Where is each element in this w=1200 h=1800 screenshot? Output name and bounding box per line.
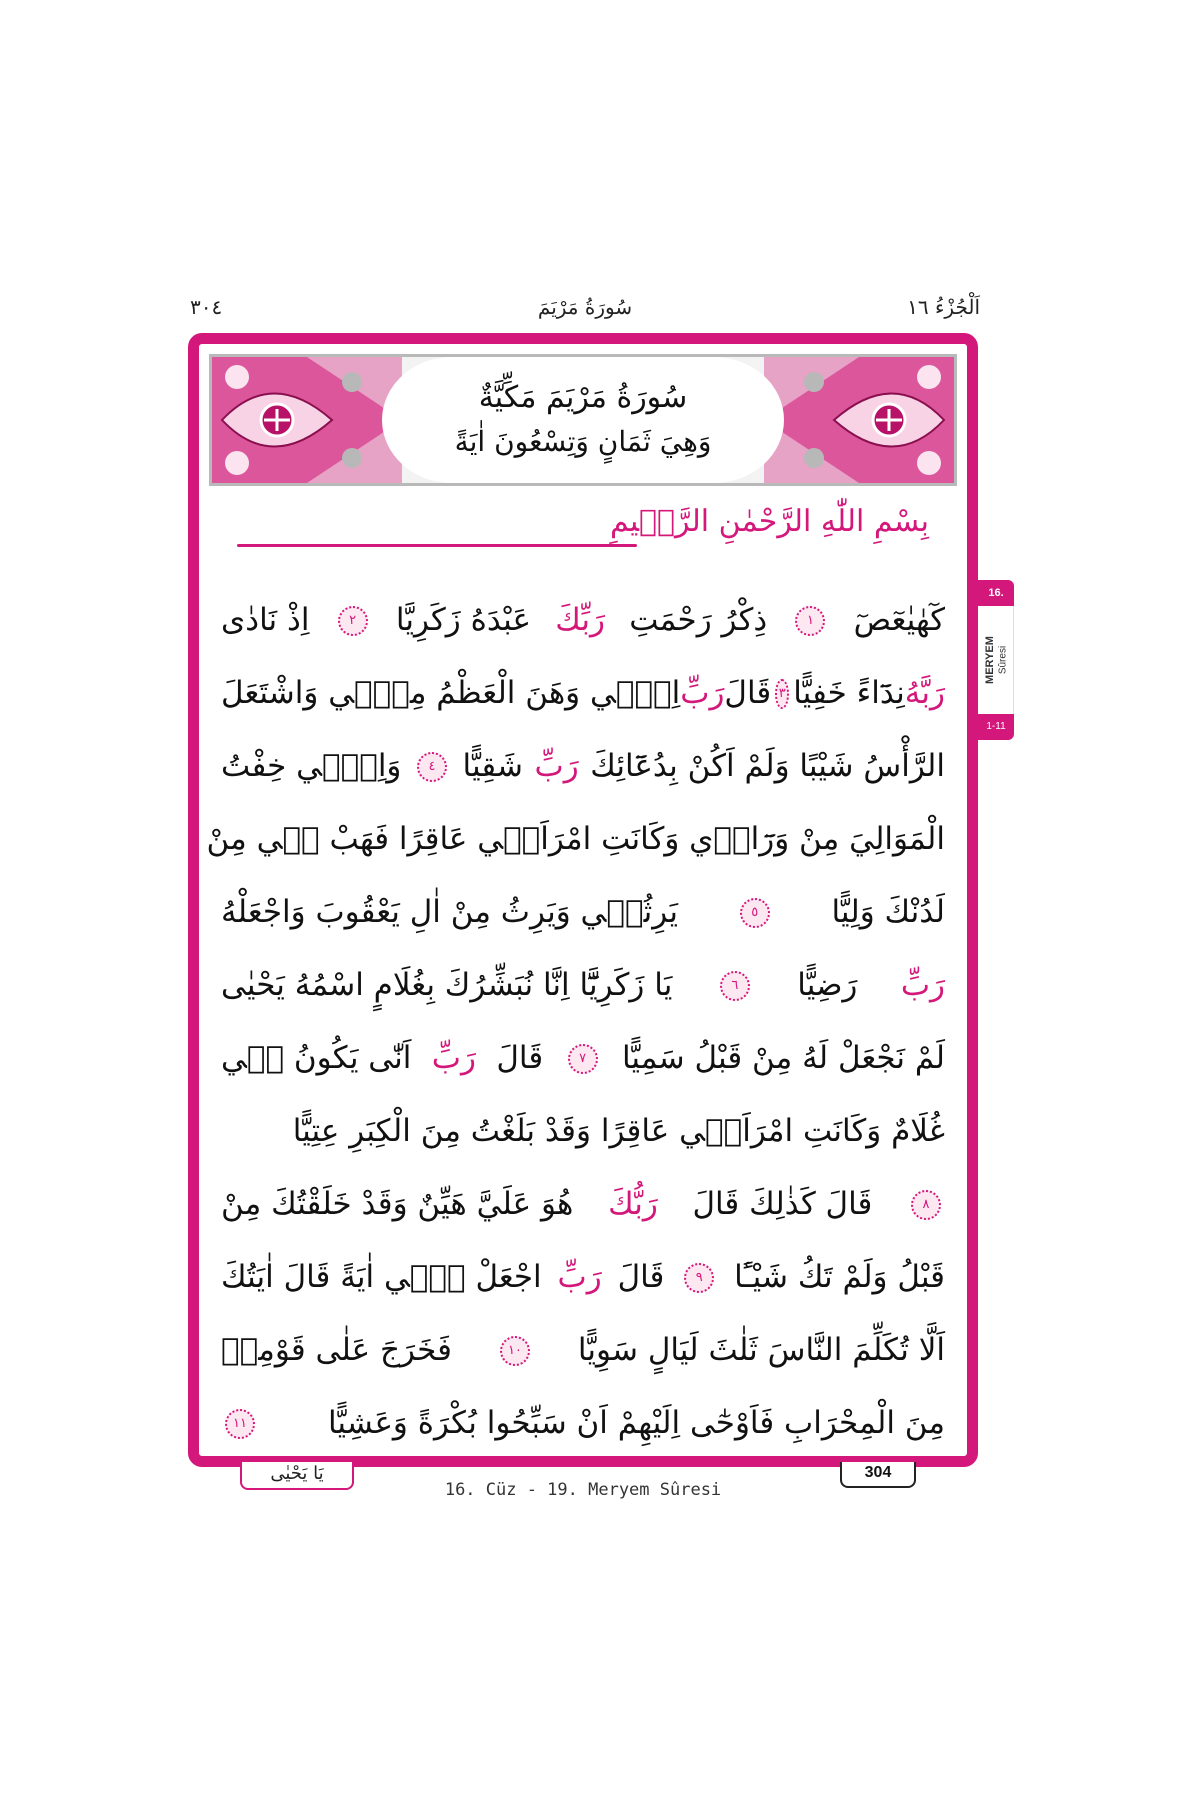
page-footer	[188, 1462, 978, 1510]
ayah-number-marker: ٤	[417, 752, 447, 782]
sura-verse-count: وَهِيَ ثَمَانٍ وَتِسْعُونَ اٰيَةً	[454, 425, 712, 458]
verse-text: مِنَ الْمِحْرَابِ فَاَوْحٰٓى اِلَيْهِمْ اَنْ سَبِّحُوا بُكْرَةً وَعَشِيًّا	[327, 1405, 945, 1441]
highlighted-word: رَبُّكَ	[608, 1186, 658, 1222]
page-frame	[188, 333, 978, 1467]
verse-text: غُلَامٌ وَكَانَتِ امْرَاَت۪ي عَاقِرًا وَقَدْ بَلَغْتُ مِنَ الْكِبَرِ عِتِيًّا	[292, 1113, 945, 1149]
ayah-number-marker: ١٠	[500, 1336, 530, 1366]
verse-text: اِذْ نَادٰى	[221, 602, 310, 638]
side-index-tab[interactable]	[978, 580, 1014, 740]
basmala	[229, 504, 937, 574]
verse-line	[221, 949, 945, 1022]
verse-text: اِنّ۪ي وَهَنَ الْعَظْمُ مِنّ۪ي وَاشْتَعَلَ	[221, 675, 681, 711]
highlighted-word: رَبِّكَ	[555, 602, 605, 638]
ayah-number-marker: ٧	[568, 1044, 598, 1074]
highlighted-word: رَبِّ	[680, 675, 725, 711]
arabic-page-number: ٣٠٤	[190, 295, 223, 319]
verse-text: وَاِنّ۪ي خِفْتُ	[221, 748, 402, 784]
verse-line	[206, 803, 945, 876]
ayah-number-marker: ٦	[720, 971, 750, 1001]
verse-line	[221, 1168, 945, 1241]
ayah-number-marker: ١١	[225, 1409, 255, 1439]
highlighted-word: رَبِّ	[534, 748, 579, 784]
ornament-right-icon	[764, 357, 954, 483]
verse-line	[221, 876, 945, 949]
verse-text: اجْعَلْ ل۪ٓي اٰيَةً قَالَ اٰيَتُكَ	[221, 1259, 542, 1295]
verse-text: يَرِثُن۪ي وَيَرِثُ مِنْ اٰلِ يَعْقُوبَ وَاجْعَلْهُ	[221, 894, 678, 930]
sura-title-cartouche	[382, 357, 784, 483]
verse-text: شَقِيًّا	[462, 748, 523, 784]
verse-text: ذِكْرُ رَحْمَتِ	[629, 602, 768, 638]
verse-text: قَالَ	[496, 1040, 544, 1076]
juz-label: اَلْجُزْءُ ١٦	[907, 295, 980, 319]
verse-text: نِدَٓاءً خَفِيًّا	[793, 675, 905, 711]
verse-text: قَالَ	[724, 675, 772, 711]
side-tab-sura-name: MERYEM	[983, 636, 996, 684]
ayah-number-marker: ١	[795, 606, 825, 636]
page-number: 304	[840, 1462, 916, 1488]
verse-text: الرَّأْسُ شَيْبًا وَلَمْ اَكُنْ بِدُعَٓائِكَ	[590, 748, 945, 784]
verse-text: هُوَ عَلَيَّ هَيِّنٌ وَقَدْ خَلَقْتُكَ مِنْ	[221, 1186, 574, 1222]
verse-line	[221, 657, 945, 730]
verse-text: يَا زَكَرِيَّٓا اِنَّا نُبَشِّرُكَ بِغُلَامٍ اسْمُهُ يَحْيٰى	[221, 967, 673, 1003]
verse-text: فَخَرَجَ عَلٰى قَوْمِه۪	[221, 1332, 452, 1368]
verse-text-block	[206, 584, 945, 1444]
verse-text: اَلَّا تُكَلِّمَ النَّاسَ ثَلٰثَ لَيَالٍ سَوِيًّا	[577, 1332, 945, 1368]
side-tab-verse-range: 1-11	[978, 714, 1014, 740]
verse-line	[221, 1022, 945, 1095]
verse-text: قَالَ	[617, 1259, 665, 1295]
verse-line	[221, 1314, 945, 1387]
ayah-number-marker: ٢	[338, 606, 368, 636]
verse-text: لَمْ نَجْعَلْ لَهُ مِنْ قَبْلُ سَمِيًّا	[621, 1040, 945, 1076]
verse-line	[221, 1241, 945, 1314]
sura-running-title: سُورَةُ مَرْيَمَ	[537, 295, 633, 319]
catchword: يَا يَحْيٰى	[240, 1462, 354, 1490]
highlighted-word: رَبَّهُ	[904, 675, 945, 711]
verse-text: قَبْلُ وَلَمْ تَكُ شَيْـًٔا	[734, 1259, 945, 1295]
verse-line	[221, 1387, 945, 1460]
verse-line	[221, 730, 945, 803]
side-tab-juz: 16. Cüz	[978, 580, 1014, 606]
basmala-text: بِسْمِ اللّٰهِ الرَّحْمٰنِ الرَّح۪يمِ	[610, 504, 929, 539]
ayah-number-marker: ٩	[684, 1263, 714, 1293]
verse-text: لَدُنْكَ وَلِيًّا	[831, 894, 945, 930]
highlighted-word: رَبِّ	[900, 967, 945, 1003]
ayah-number-marker: ٣	[775, 679, 789, 709]
footer-caption: 16. Cüz - 19. Meryem Sûresi	[444, 1480, 722, 1500]
side-tab-sura-sub: Sûresi	[997, 645, 1008, 675]
verse-text: رَضِيًّا	[797, 967, 858, 1003]
ornament-left-icon	[212, 357, 402, 483]
verse-text: قَالَ كَذٰلِكَ قَالَ	[692, 1186, 873, 1222]
highlighted-word: رَبِّ	[557, 1259, 602, 1295]
running-head	[190, 295, 980, 331]
sura-title: سُورَةُ مَرْيَمَ مَكِّيَّةٌ	[478, 380, 688, 415]
verse-text: الْمَوَالِيَ مِنْ وَرَٓاء۪ي وَكَانَتِ امْرَاَت۪ي عَاقِرًا فَهَبْ ل۪ي مِنْ	[206, 821, 945, 857]
verse-line	[221, 1095, 945, 1168]
highlighted-word: رَبِّ	[431, 1040, 476, 1076]
side-tab-sura	[978, 606, 1014, 714]
basmala-flourish	[237, 544, 637, 547]
ayah-number-marker: ٥	[740, 898, 770, 928]
verse-text: كٓهٰيٰعٓصٓ	[853, 602, 945, 638]
ayah-number-marker: ٨	[911, 1190, 941, 1220]
verse-text: عَبْدَهُ زَكَرِيَّا	[395, 602, 532, 638]
verse-line	[221, 584, 945, 657]
verse-text: اَنّٰى يَكُونُ ل۪ي	[221, 1040, 412, 1076]
sura-header-box	[209, 354, 957, 486]
